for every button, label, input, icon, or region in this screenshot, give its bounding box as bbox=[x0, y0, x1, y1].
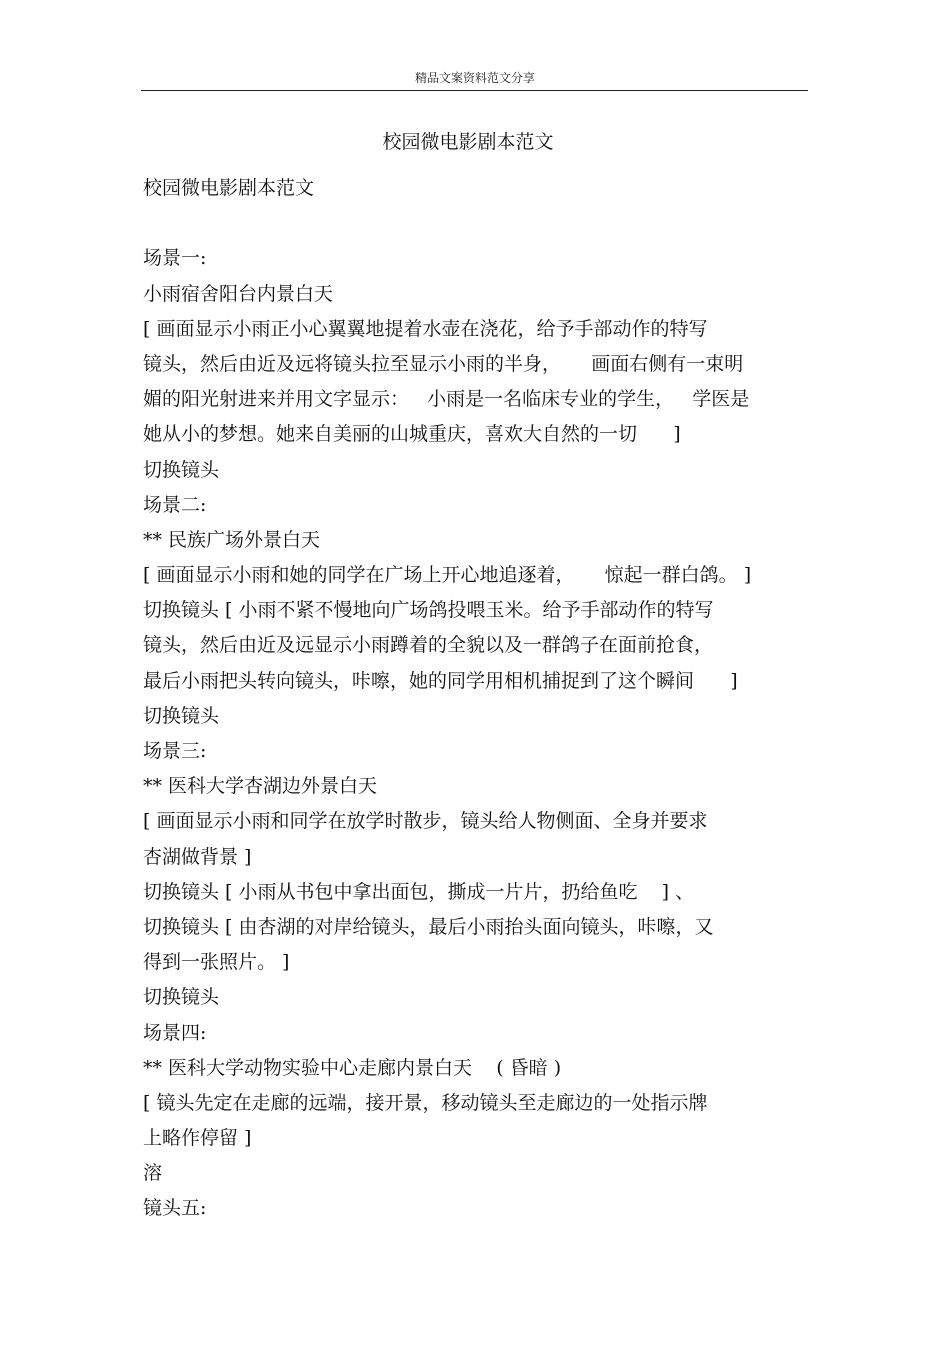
body-text-line: ** 医科大学杏湖边外景白天 bbox=[143, 775, 378, 798]
body-text-line: 镜头五: bbox=[143, 1197, 207, 1220]
body-text-line: 杏湖做背景 ] bbox=[143, 845, 252, 868]
body-text-line: 得到一张照片。 ] bbox=[143, 951, 290, 974]
body-text-line: [ 镜头先定在走廊的远端，接开景，移动镜头至走廊边的一处指示牌 bbox=[143, 1091, 708, 1114]
body-text-line: 场景一: bbox=[143, 247, 207, 270]
body-text-line: 校园微电影剧本范文 bbox=[143, 177, 315, 199]
body-text-line: ** 医科大学动物实验中心走廊内景白天 ( 昏暗 ) bbox=[143, 1056, 562, 1079]
body-text-line: 场景二: bbox=[143, 493, 207, 516]
body-text-line: 媚的阳光射进来并用文字显示： 小雨是一名临床专业的学生， 学医是 bbox=[143, 388, 750, 411]
header-divider bbox=[141, 90, 808, 91]
body-text-line: 切换镜头 [ 由杏湖的对岸给镜头，最后小雨抬头面向镜头，咔嚓，又 bbox=[143, 915, 714, 938]
body-text-line: 最后小雨把头转向镜头，咔嚓，她的同学用相机捕捉到了这个瞬间 ] bbox=[143, 669, 738, 692]
body-text-line: 溶 bbox=[143, 1162, 163, 1185]
body-text-line: 场景四: bbox=[143, 1021, 207, 1044]
body-text-line: 切换镜头 bbox=[143, 458, 220, 481]
body-text-line: [ 画面显示小雨和她的同学在广场上开心地追逐着， 惊起一群白鸽。 ] bbox=[143, 564, 752, 587]
body-text-line: 场景三: bbox=[143, 740, 207, 762]
blank-line bbox=[143, 206, 813, 241]
body-text-line: 切换镜头 [ 小雨从书包中拿出面包，撕成一片片，扔给鱼吃 ] 、 bbox=[143, 880, 695, 903]
body-text-line: 切换镜头 bbox=[143, 704, 220, 727]
document-body bbox=[143, 171, 813, 1227]
body-text-line: ** 民族广场外景白天 bbox=[143, 528, 321, 551]
body-text-line: 切换镜头 [ 小雨不紧不慢地向广场鸽投喂玉米。给予手部动作的特写 bbox=[143, 599, 714, 622]
body-text-line: 镜头，然后由近及远显示小雨蹲着的全貌以及一群鸽子在面前抢食， bbox=[143, 634, 714, 657]
document-title: 校园微电影剧本范文 bbox=[382, 131, 554, 153]
body-text-line: 小雨宿舍阳台内景白天 bbox=[143, 282, 334, 305]
body-text-line: [ 画面显示小雨和同学在放学时散步，镜头给人物侧面、全身并要求 bbox=[143, 810, 708, 833]
body-text-line: 上略作停留 ] bbox=[143, 1127, 252, 1150]
body-text-line: [ 画面显示小雨正小心翼翼地提着水壶在浇花，给予手部动作的特写 bbox=[143, 317, 708, 340]
body-text-line: 她从小的梦想。她来自美丽的山城重庆，喜欢大自然的一切 ] bbox=[143, 423, 681, 446]
body-text-line: 切换镜头 bbox=[143, 986, 220, 1009]
page-header: 精品文案资料范文分享 bbox=[414, 71, 535, 85]
body-text-line: 镜头，然后由近及远将镜头拉至显示小雨的半身， 画面右侧有一束明 bbox=[143, 352, 744, 375]
